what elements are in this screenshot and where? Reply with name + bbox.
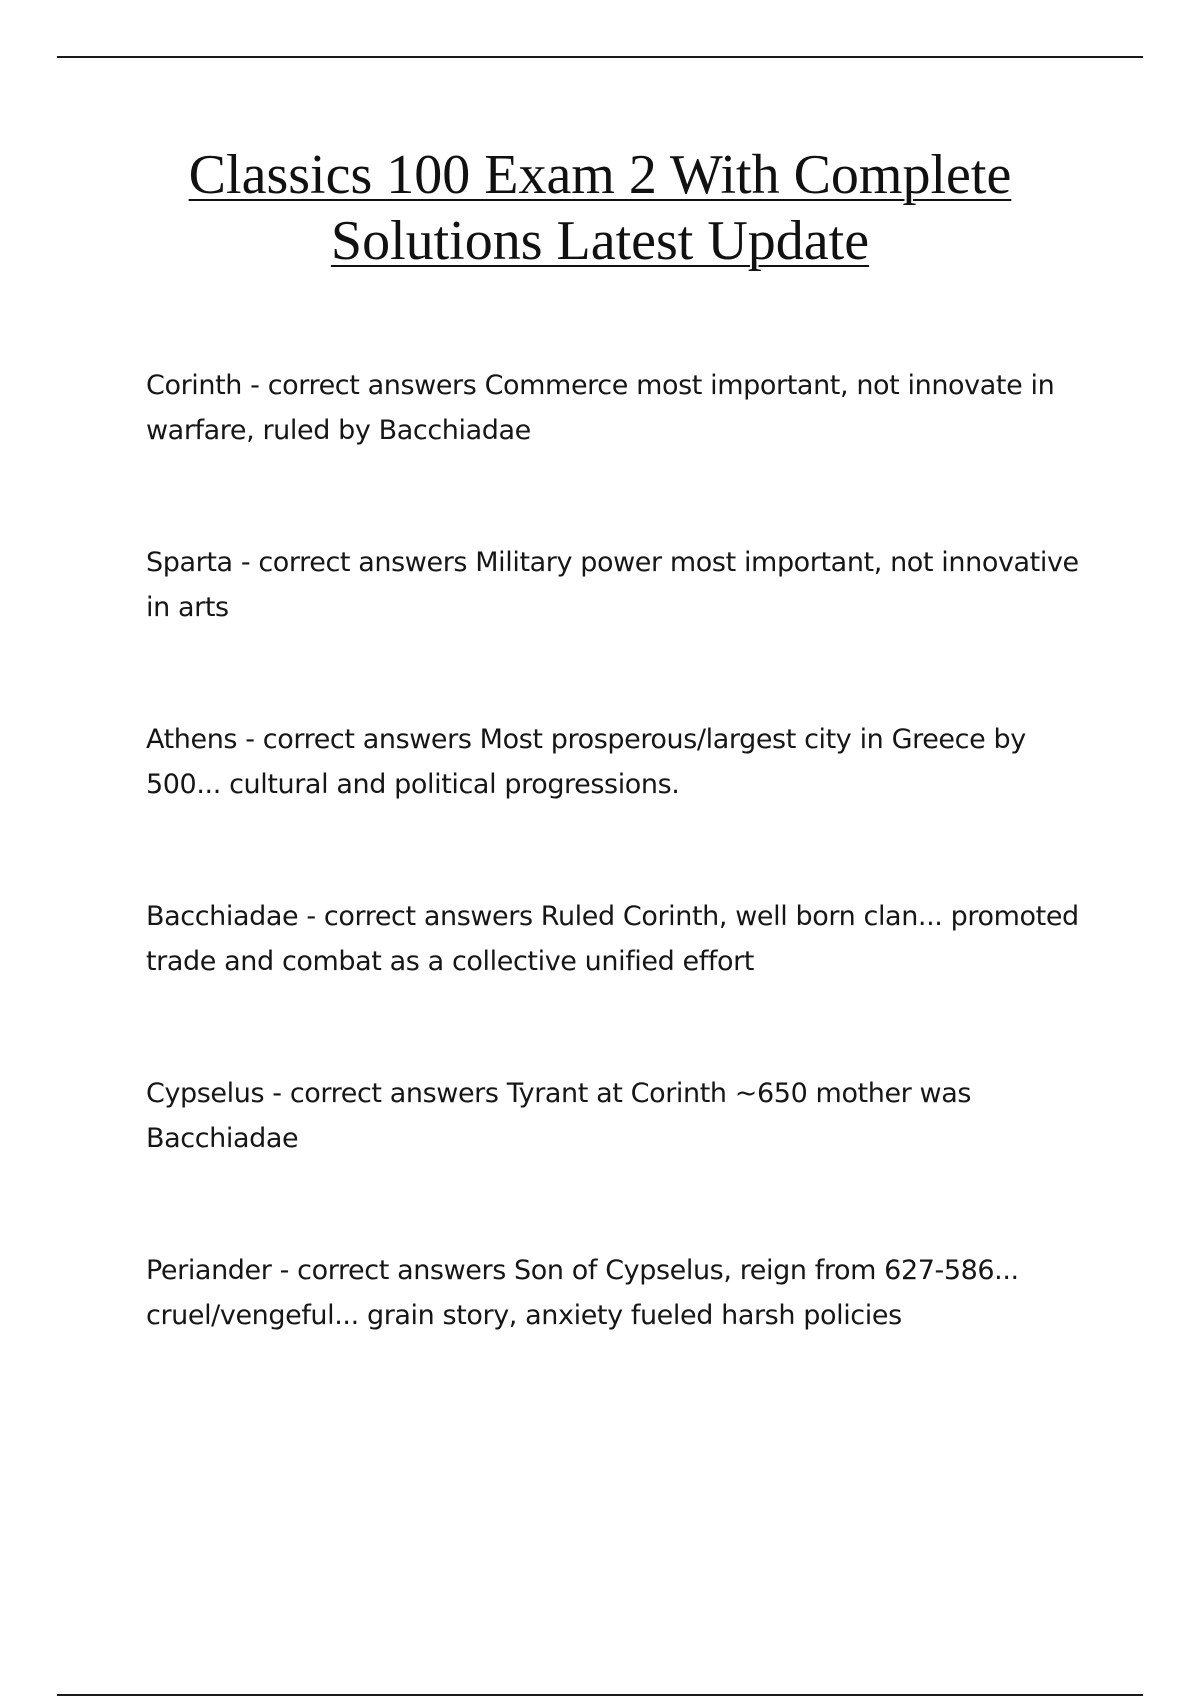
title-line-1: Classics 100 Exam 2 With Complete bbox=[188, 144, 1012, 206]
title-line-2: Solutions Latest Update bbox=[330, 210, 870, 272]
entry-text-line: warfare, ruled by Bacchiadae bbox=[146, 415, 531, 446]
entry-text-line: Sparta - correct answers Military power most important, not innovative bbox=[146, 547, 1079, 578]
entry-text-line: Bacchiadae bbox=[146, 1123, 299, 1154]
qa-entry-corinth bbox=[146, 363, 1096, 453]
entry-text-line: Corinth - correct answers Commerce most important, not innovate in bbox=[146, 370, 1055, 401]
header-rule bbox=[57, 56, 1143, 58]
qa-entry-sparta bbox=[146, 540, 1096, 630]
entry-text-line: in arts bbox=[146, 592, 229, 623]
entry-text-line: cruel/vengeful... grain story, anxiety fueled harsh policies bbox=[146, 1300, 902, 1331]
qa-entry-cypselus bbox=[146, 1071, 1096, 1161]
qa-entry-athens bbox=[146, 717, 1096, 807]
entry-text-line: 500... cultural and political progressions. bbox=[146, 769, 680, 800]
footer-rule bbox=[57, 1694, 1143, 1696]
entry-text-line: Bacchiadae - correct answers Ruled Corinth, well born clan... promoted bbox=[146, 901, 1079, 932]
entry-text-line: Periander - correct answers Son of Cypselus, reign from 627-586... bbox=[146, 1255, 1019, 1286]
entry-text-line: Athens - correct answers Most prosperous/largest city in Greece by bbox=[146, 724, 1026, 755]
entry-text-line: trade and combat as a collective unified effort bbox=[146, 946, 754, 977]
qa-entry-periander bbox=[146, 1248, 1096, 1338]
entry-text-line: Cypselus - correct answers Tyrant at Corinth ~650 mother was bbox=[146, 1078, 972, 1109]
document-title bbox=[0, 142, 1200, 274]
qa-list bbox=[146, 363, 1096, 1425]
qa-entry-bacchiadae bbox=[146, 894, 1096, 984]
